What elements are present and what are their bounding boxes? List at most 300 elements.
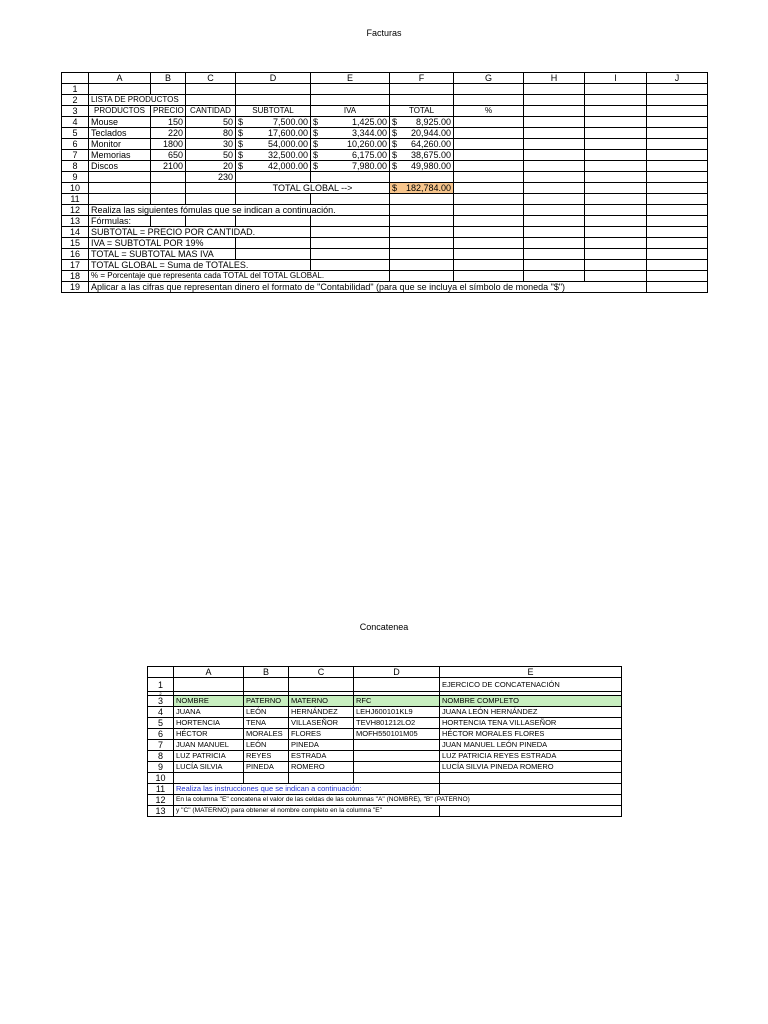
cell[interactable] bbox=[647, 183, 708, 194]
cell[interactable] bbox=[454, 161, 524, 172]
table-row bbox=[148, 784, 622, 795]
cell[interactable] bbox=[647, 117, 708, 128]
cell-header[interactable]: TOTAL bbox=[390, 106, 454, 117]
row-header[interactable]: 4 bbox=[148, 707, 174, 718]
cell-nombre[interactable]: LUZ PATRICIA bbox=[174, 751, 244, 762]
cell[interactable] bbox=[454, 260, 524, 271]
cell-subtotal[interactable] bbox=[236, 161, 311, 172]
cell[interactable] bbox=[647, 216, 708, 227]
cell[interactable] bbox=[89, 194, 151, 205]
cell[interactable] bbox=[390, 249, 454, 260]
cell[interactable] bbox=[454, 172, 524, 183]
cell[interactable] bbox=[524, 139, 585, 150]
cell[interactable] bbox=[454, 249, 524, 260]
currency-symbol: $ bbox=[238, 161, 244, 171]
row-header[interactable]: 14 bbox=[62, 227, 89, 238]
cell[interactable] bbox=[647, 150, 708, 161]
cell[interactable] bbox=[390, 84, 454, 95]
corner-cell[interactable] bbox=[148, 667, 174, 678]
row-header[interactable]: 11 bbox=[148, 784, 174, 795]
cell[interactable] bbox=[454, 227, 524, 238]
formula-text[interactable]: SUBTOTAL = PRECIO POR CANTIDAD. bbox=[89, 227, 311, 238]
cell[interactable] bbox=[585, 249, 647, 260]
cell-price[interactable]: 150 bbox=[151, 117, 186, 128]
cell-materno[interactable]: HERNÁNDEZ bbox=[289, 707, 354, 718]
cell[interactable] bbox=[585, 216, 647, 227]
cell-rfc[interactable]: MOFH550101M05 bbox=[354, 729, 440, 740]
cell[interactable] bbox=[454, 183, 524, 194]
cell-total[interactable] bbox=[390, 128, 454, 139]
cell-header[interactable]: PATERNO bbox=[244, 696, 289, 707]
cell[interactable] bbox=[524, 161, 585, 172]
amount: 182,784.00 bbox=[405, 183, 451, 193]
row-header[interactable]: 2 bbox=[62, 95, 89, 106]
table-row bbox=[62, 150, 708, 161]
cell[interactable] bbox=[390, 205, 454, 216]
cell[interactable] bbox=[390, 238, 454, 249]
currency-symbol: $ bbox=[392, 150, 398, 160]
cell-product[interactable]: Monitor bbox=[89, 139, 151, 150]
cell-rfc[interactable] bbox=[354, 751, 440, 762]
cell[interactable] bbox=[236, 95, 311, 106]
cell[interactable] bbox=[524, 106, 585, 117]
row-header[interactable]: 1 bbox=[148, 678, 174, 692]
column-header[interactable]: A bbox=[174, 667, 244, 678]
cell[interactable] bbox=[585, 238, 647, 249]
cell[interactable] bbox=[647, 205, 708, 216]
row-header[interactable]: 7 bbox=[62, 150, 89, 161]
currency-symbol: $ bbox=[313, 150, 319, 160]
cell[interactable] bbox=[454, 95, 524, 106]
table-row bbox=[148, 740, 622, 751]
cell[interactable] bbox=[244, 773, 289, 784]
cell[interactable] bbox=[89, 183, 151, 194]
corner-cell[interactable] bbox=[62, 73, 89, 84]
cell[interactable] bbox=[186, 183, 236, 194]
spreadsheet-facturas bbox=[61, 72, 708, 293]
cell-iva[interactable] bbox=[311, 139, 390, 150]
currency-symbol: $ bbox=[238, 139, 244, 149]
column-header[interactable]: D bbox=[354, 667, 440, 678]
table-row bbox=[148, 762, 622, 773]
cell[interactable] bbox=[454, 128, 524, 139]
row-header[interactable]: 7 bbox=[148, 740, 174, 751]
cell[interactable] bbox=[585, 161, 647, 172]
cell-header[interactable]: PRECIO bbox=[151, 106, 186, 117]
cell[interactable] bbox=[524, 128, 585, 139]
cell[interactable] bbox=[647, 106, 708, 117]
amount: 38,675.00 bbox=[410, 150, 451, 160]
row-header[interactable]: 12 bbox=[148, 795, 174, 806]
cell-nombre[interactable]: HORTENCIA bbox=[174, 718, 244, 729]
cell-nombre-completo[interactable]: HORTENCIA TENA VILLASEÑOR bbox=[440, 718, 622, 729]
cell[interactable] bbox=[647, 238, 708, 249]
cell[interactable] bbox=[151, 216, 186, 227]
column-header[interactable]: E bbox=[440, 667, 622, 678]
formula-text[interactable]: % = Porcentaje que representa cada TOTAL del TOTAL GLOBAL. bbox=[89, 271, 390, 282]
cell[interactable] bbox=[585, 150, 647, 161]
cell-quantity[interactable]: 50 bbox=[186, 117, 236, 128]
cell[interactable] bbox=[647, 95, 708, 106]
row-header[interactable]: 19 bbox=[62, 282, 89, 293]
cell[interactable] bbox=[585, 260, 647, 271]
cell[interactable] bbox=[524, 227, 585, 238]
instruction-text[interactable]: y "C" (MATERNO) para obtener el nombre completo en la columna "E" bbox=[174, 806, 440, 817]
cell[interactable] bbox=[585, 95, 647, 106]
currency-symbol: $ bbox=[313, 161, 319, 171]
instruction-text[interactable]: Realiza las siguientes fómulas que se indican a continuación. bbox=[89, 205, 390, 216]
cell-header[interactable]: NOMBRE COMPLETO bbox=[440, 696, 622, 707]
column-header[interactable]: B bbox=[244, 667, 289, 678]
cell[interactable] bbox=[390, 194, 454, 205]
column-header[interactable]: A bbox=[89, 73, 151, 84]
row-header[interactable]: 10 bbox=[62, 183, 89, 194]
cell-quantity-sum[interactable]: 230 bbox=[186, 172, 236, 183]
spreadsheet-concatenea bbox=[147, 666, 622, 817]
cell[interactable] bbox=[390, 260, 454, 271]
table-row bbox=[62, 282, 708, 293]
amount: 6,175.00 bbox=[351, 150, 387, 160]
table-row bbox=[62, 205, 708, 216]
cell-nombre-completo[interactable]: HÉCTOR MORALES FLORES bbox=[440, 729, 622, 740]
cell-header[interactable]: PRODUCTOS bbox=[89, 106, 151, 117]
cell[interactable] bbox=[311, 249, 390, 260]
cell-product[interactable]: Mouse bbox=[89, 117, 151, 128]
cell[interactable] bbox=[236, 216, 311, 227]
cell-paterno[interactable]: MORALES bbox=[244, 729, 289, 740]
row-header[interactable]: 8 bbox=[148, 751, 174, 762]
cell-price[interactable]: 220 bbox=[151, 128, 186, 139]
cell[interactable] bbox=[454, 150, 524, 161]
table-row bbox=[148, 795, 622, 806]
instruction-text[interactable]: En la columna "E" concatena el valor de las celdas de las columnas "A" (NOMBRE), "B" (PATERNO) bbox=[174, 795, 622, 806]
cell-paterno[interactable]: REYES bbox=[244, 751, 289, 762]
row-header[interactable]: 9 bbox=[148, 762, 174, 773]
cell[interactable] bbox=[311, 95, 390, 106]
cell[interactable] bbox=[151, 84, 186, 95]
cell-price[interactable]: 650 bbox=[151, 150, 186, 161]
table-row bbox=[148, 751, 622, 762]
row-header[interactable]: 12 bbox=[62, 205, 89, 216]
cell[interactable] bbox=[647, 194, 708, 205]
cell-nombre[interactable]: JUANA bbox=[174, 707, 244, 718]
cell[interactable] bbox=[390, 216, 454, 227]
cell-header[interactable]: IVA bbox=[311, 106, 390, 117]
cell-header[interactable]: SUBTOTAL bbox=[236, 106, 311, 117]
table-row bbox=[62, 95, 708, 106]
cell[interactable] bbox=[244, 678, 289, 692]
cell-nombre-completo[interactable]: JUANA LEÓN HERNÁNDEZ bbox=[440, 707, 622, 718]
cell-list-title[interactable]: LISTA DE PRODUCTOS bbox=[89, 95, 186, 106]
cell-rfc[interactable]: LEHJ600101KL9 bbox=[354, 707, 440, 718]
total-global-label[interactable]: TOTAL GLOBAL --> bbox=[236, 183, 390, 194]
cell[interactable] bbox=[236, 84, 311, 95]
row-header[interactable]: 1 bbox=[62, 84, 89, 95]
cell-iva[interactable] bbox=[311, 128, 390, 139]
cell-quantity[interactable]: 80 bbox=[186, 128, 236, 139]
cell-iva[interactable] bbox=[311, 117, 390, 128]
amount: 1,425.00 bbox=[351, 117, 387, 127]
formula-text[interactable]: TOTAL = SUBTOTAL MAS IVA bbox=[89, 249, 236, 260]
cell[interactable] bbox=[89, 172, 151, 183]
cell[interactable] bbox=[524, 238, 585, 249]
cell[interactable] bbox=[311, 216, 390, 227]
row-header[interactable]: 8 bbox=[62, 161, 89, 172]
cell[interactable] bbox=[454, 194, 524, 205]
cell[interactable] bbox=[454, 271, 524, 282]
cell[interactable] bbox=[647, 271, 708, 282]
cell-quantity[interactable]: 20 bbox=[186, 161, 236, 172]
cell[interactable] bbox=[354, 678, 440, 692]
cell-price[interactable]: 1800 bbox=[151, 139, 186, 150]
cell[interactable] bbox=[236, 238, 311, 249]
formula-text[interactable]: Aplicar a las cifras que representan dinero el formato de "Contabilidad" (para que se incluya el símbolo de moneda "$") bbox=[89, 282, 647, 293]
cell[interactable] bbox=[390, 271, 454, 282]
cell[interactable] bbox=[524, 194, 585, 205]
cell-total[interactable] bbox=[390, 150, 454, 161]
cell-header[interactable]: RFC bbox=[354, 696, 440, 707]
cell-header[interactable]: CANTIDAD bbox=[186, 106, 236, 117]
column-header[interactable]: D bbox=[236, 73, 311, 84]
cell[interactable] bbox=[524, 150, 585, 161]
cell[interactable] bbox=[186, 95, 236, 106]
currency-symbol: $ bbox=[238, 117, 244, 127]
cell-total[interactable] bbox=[390, 117, 454, 128]
amount: 20,944.00 bbox=[410, 128, 451, 138]
cell[interactable] bbox=[354, 773, 440, 784]
cell-paterno[interactable]: LEÓN bbox=[244, 707, 289, 718]
cell[interactable] bbox=[647, 161, 708, 172]
cell[interactable] bbox=[647, 249, 708, 260]
currency-symbol: $ bbox=[238, 128, 244, 138]
formula-heading[interactable]: Fórmulas: bbox=[89, 216, 151, 227]
cell[interactable] bbox=[454, 117, 524, 128]
cell-materno[interactable]: VILLASEÑOR bbox=[289, 718, 354, 729]
row-header[interactable]: 3 bbox=[62, 106, 89, 117]
amount: 7,980.00 bbox=[351, 161, 387, 171]
cell[interactable] bbox=[647, 260, 708, 271]
cell[interactable] bbox=[647, 282, 708, 293]
cell-materno[interactable]: ROMERO bbox=[289, 762, 354, 773]
instruction-heading[interactable]: Realiza las instrucciones que se indican a continuación: bbox=[174, 784, 440, 795]
cell[interactable] bbox=[647, 172, 708, 183]
exercise-title[interactable]: EJERCICO DE CONCATENACIÓN bbox=[440, 678, 622, 692]
amount: 17,600.00 bbox=[267, 128, 308, 138]
cell-rfc[interactable] bbox=[354, 740, 440, 751]
cell[interactable] bbox=[311, 260, 390, 271]
cell-nombre-completo[interactable]: LUZ PATRICIA REYES ESTRADA bbox=[440, 751, 622, 762]
cell-product[interactable]: Teclados bbox=[89, 128, 151, 139]
cell-nombre-completo[interactable]: JUAN MANUEL LEÓN PINEDA bbox=[440, 740, 622, 751]
cell[interactable] bbox=[236, 194, 311, 205]
column-header[interactable]: C bbox=[289, 667, 354, 678]
table-row bbox=[62, 128, 708, 139]
cell-nombre-completo[interactable]: LUCÍA SILVIA PINEDA ROMERO bbox=[440, 762, 622, 773]
row-header[interactable]: 9 bbox=[62, 172, 89, 183]
cell[interactable] bbox=[524, 172, 585, 183]
cell[interactable] bbox=[524, 216, 585, 227]
cell[interactable] bbox=[440, 806, 622, 817]
cell[interactable] bbox=[585, 194, 647, 205]
cell[interactable] bbox=[311, 238, 390, 249]
cell[interactable] bbox=[311, 194, 390, 205]
cell[interactable] bbox=[151, 183, 186, 194]
cell[interactable] bbox=[647, 84, 708, 95]
cell-subtotal[interactable] bbox=[236, 139, 311, 150]
cell[interactable] bbox=[454, 238, 524, 249]
cell[interactable] bbox=[585, 117, 647, 128]
cell[interactable] bbox=[454, 84, 524, 95]
column-header[interactable]: E bbox=[311, 73, 390, 84]
cell[interactable] bbox=[390, 172, 454, 183]
table-row bbox=[62, 271, 708, 282]
cell[interactable] bbox=[440, 773, 622, 784]
cell[interactable] bbox=[524, 117, 585, 128]
cell[interactable] bbox=[524, 95, 585, 106]
cell-total-global[interactable] bbox=[390, 183, 454, 194]
row-header[interactable]: 18 bbox=[62, 271, 89, 282]
cell[interactable] bbox=[236, 172, 311, 183]
cell[interactable] bbox=[585, 271, 647, 282]
cell[interactable] bbox=[524, 260, 585, 271]
row-header[interactable]: 2 bbox=[148, 692, 174, 696]
cell-materno[interactable]: PINEDA bbox=[289, 740, 354, 751]
cell[interactable] bbox=[647, 227, 708, 238]
cell-header[interactable]: MATERNO bbox=[289, 696, 354, 707]
currency-symbol: $ bbox=[392, 117, 398, 127]
cell-quantity[interactable]: 30 bbox=[186, 139, 236, 150]
cell[interactable] bbox=[524, 205, 585, 216]
cell[interactable] bbox=[585, 172, 647, 183]
table-row bbox=[62, 227, 708, 238]
row-header[interactable]: 13 bbox=[62, 216, 89, 227]
cell-subtotal[interactable] bbox=[236, 128, 311, 139]
amount: 10,260.00 bbox=[346, 139, 387, 149]
cell-subtotal[interactable] bbox=[236, 150, 311, 161]
column-header[interactable]: F bbox=[390, 73, 454, 84]
cell[interactable] bbox=[524, 271, 585, 282]
cell-iva[interactable] bbox=[311, 150, 390, 161]
cell[interactable] bbox=[311, 172, 390, 183]
row-header[interactable]: 16 bbox=[62, 249, 89, 260]
cell[interactable] bbox=[524, 84, 585, 95]
cell-header[interactable]: NOMBRE bbox=[174, 696, 244, 707]
column-header[interactable]: I bbox=[585, 73, 647, 84]
cell-materno[interactable]: ESTRADA bbox=[289, 751, 354, 762]
column-header[interactable]: C bbox=[186, 73, 236, 84]
cell-materno[interactable]: FLORES bbox=[289, 729, 354, 740]
column-header[interactable]: H bbox=[524, 73, 585, 84]
column-header[interactable]: B bbox=[151, 73, 186, 84]
cell[interactable] bbox=[174, 773, 244, 784]
amount: 7,500.00 bbox=[272, 117, 308, 127]
cell[interactable] bbox=[524, 249, 585, 260]
cell[interactable] bbox=[647, 139, 708, 150]
row-header[interactable]: 10 bbox=[148, 773, 174, 784]
formula-text[interactable]: TOTAL GLOBAL = Suma de TOTALES. bbox=[89, 260, 311, 271]
cell-iva[interactable] bbox=[311, 161, 390, 172]
cell-price[interactable]: 2100 bbox=[151, 161, 186, 172]
cell-nombre[interactable]: LUCÍA SILVIA bbox=[174, 762, 244, 773]
row-header[interactable]: 15 bbox=[62, 238, 89, 249]
cell-product[interactable]: Discos bbox=[89, 161, 151, 172]
column-header[interactable]: G bbox=[454, 73, 524, 84]
cell[interactable] bbox=[585, 106, 647, 117]
cell[interactable] bbox=[186, 216, 236, 227]
table-row bbox=[148, 773, 622, 784]
cell[interactable] bbox=[289, 678, 354, 692]
table-row bbox=[62, 161, 708, 172]
row-header[interactable]: 13 bbox=[148, 806, 174, 817]
cell[interactable] bbox=[186, 194, 236, 205]
row-header[interactable]: 6 bbox=[148, 729, 174, 740]
cell-quantity[interactable]: 50 bbox=[186, 150, 236, 161]
cell[interactable] bbox=[440, 784, 622, 795]
formula-text[interactable]: IVA = SUBTOTAL POR 19% bbox=[89, 238, 236, 249]
cell-rfc[interactable]: TEVH801212LO2 bbox=[354, 718, 440, 729]
cell[interactable] bbox=[647, 128, 708, 139]
row-header[interactable]: 17 bbox=[62, 260, 89, 271]
table-row bbox=[62, 84, 708, 95]
cell[interactable] bbox=[89, 84, 151, 95]
row-header[interactable]: 6 bbox=[62, 139, 89, 150]
cell-product[interactable]: Memorias bbox=[89, 150, 151, 161]
sheet-title-facturas: Facturas bbox=[366, 28, 402, 38]
amount: 32,500.00 bbox=[267, 150, 308, 160]
column-header[interactable]: J bbox=[647, 73, 708, 84]
row-header[interactable]: 4 bbox=[62, 117, 89, 128]
cell[interactable] bbox=[585, 84, 647, 95]
cell-nombre[interactable]: JUAN MANUEL bbox=[174, 740, 244, 751]
cell-subtotal[interactable] bbox=[236, 117, 311, 128]
cell[interactable] bbox=[585, 128, 647, 139]
cell[interactable] bbox=[390, 95, 454, 106]
cell-paterno[interactable]: TENA bbox=[244, 718, 289, 729]
cell[interactable] bbox=[151, 194, 186, 205]
cell[interactable] bbox=[151, 172, 186, 183]
cell[interactable] bbox=[524, 183, 585, 194]
cell[interactable] bbox=[311, 84, 390, 95]
cell-total[interactable] bbox=[390, 161, 454, 172]
cell[interactable] bbox=[454, 139, 524, 150]
cell[interactable] bbox=[585, 183, 647, 194]
cell[interactable] bbox=[454, 216, 524, 227]
row-header[interactable]: 3 bbox=[148, 696, 174, 707]
cell[interactable] bbox=[174, 678, 244, 692]
cell[interactable] bbox=[585, 139, 647, 150]
cell-header[interactable]: % bbox=[454, 106, 524, 117]
table-row bbox=[148, 678, 622, 692]
cell-nombre[interactable]: HÉCTOR bbox=[174, 729, 244, 740]
cell-paterno[interactable]: LEÓN bbox=[244, 740, 289, 751]
cell[interactable] bbox=[454, 205, 524, 216]
cell[interactable] bbox=[390, 227, 454, 238]
table-header-row bbox=[62, 106, 708, 117]
cell-rfc[interactable] bbox=[354, 762, 440, 773]
cell[interactable] bbox=[236, 249, 311, 260]
cell[interactable] bbox=[289, 773, 354, 784]
cell-paterno[interactable]: PINEDA bbox=[244, 762, 289, 773]
row-header[interactable]: 5 bbox=[62, 128, 89, 139]
cell[interactable] bbox=[585, 205, 647, 216]
cell[interactable] bbox=[186, 84, 236, 95]
cell-total[interactable] bbox=[390, 139, 454, 150]
row-header[interactable]: 11 bbox=[62, 194, 89, 205]
cell[interactable] bbox=[585, 227, 647, 238]
cell[interactable] bbox=[311, 227, 390, 238]
row-header[interactable]: 5 bbox=[148, 718, 174, 729]
table-row bbox=[62, 216, 708, 227]
